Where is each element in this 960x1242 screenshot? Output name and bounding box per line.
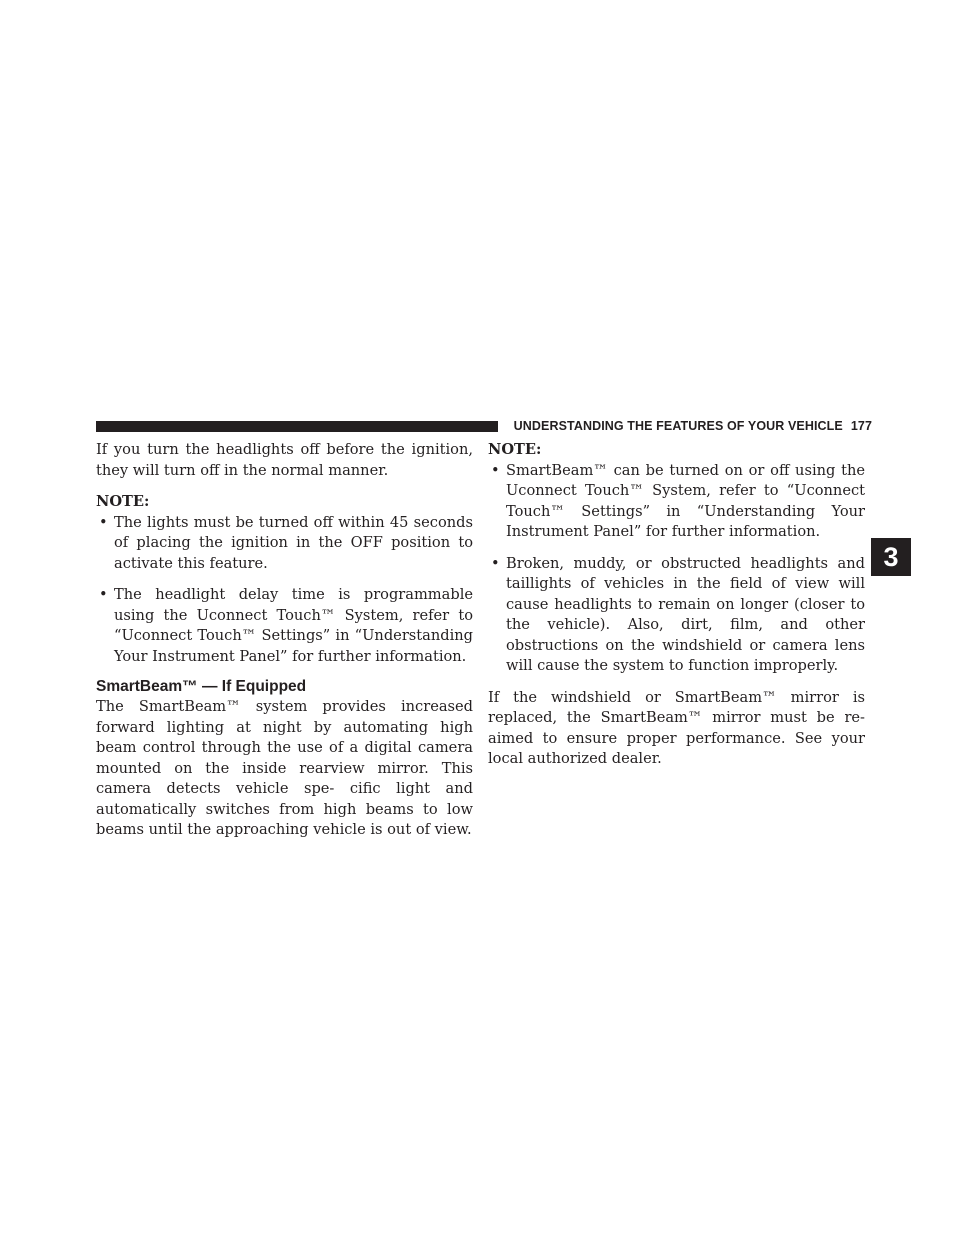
note-list [488,461,865,677]
note-item: • Broken, muddy, or obstructed headlights and taillights of vehicles in the field of view will cause headlights to remain on longer (closer to the vehicle). Also, dirt, film, and other obstructions on the windshield or camera lens will cause the system to function improperly. [491,554,865,674]
intro-paragraph: If you turn the headlights off before the ignition, they will turn off in the normal manner. [96,441,473,479]
note-item: • The headlight delay time is programmable using the Uconnect Touch™ System, refer to “Uconnect Touch™ Settings” in “Understanding Your Instrument Panel” for further information. [99,586,473,665]
section-body: The SmartBeam™ system provides increased forward lighting at night by automating high beam control through the use of a digital camera mounted on the inside rearview mirror. This camera detects vehicle spe- cific light and automatically switches from high beams to low beams until the approaching vehicle is out of view. [96,698,473,838]
page-number: 177 [850,419,872,433]
bullet-icon: • [99,586,108,603]
chapter-tab: 3 [871,538,911,576]
note-label: NOTE: [488,441,542,458]
bullet-icon: • [491,554,500,572]
note-list [96,513,473,668]
running-header [512,418,872,435]
right-column [488,440,865,770]
header-rule [96,421,498,432]
bullet-icon: • [491,461,500,479]
bullet-icon: • [99,513,108,531]
section-heading: SmartBeam™ — If Equipped [96,678,307,695]
note-item: • SmartBeam™ can be turned on or off using the Uconnect Touch™ System, refer to “Uconnect Touch™ Settings” in “Understanding Your Instrument Panel” for further information. [491,461,865,540]
note-item: • The lights must be turned off within 45 seconds of placing the ignition in the OFF position to activate this feature. [99,513,473,572]
note-label: NOTE: [96,493,150,510]
section-title: UNDERSTANDING THE FEATURES OF YOUR VEHICLE [513,419,843,433]
left-column [96,440,473,841]
closing-paragraph: If the windshield or SmartBeam™ mirror is replaced, the SmartBeam™ mirror must be re-aimed to ensure proper performance. See your local authorized dealer. [488,688,865,767]
